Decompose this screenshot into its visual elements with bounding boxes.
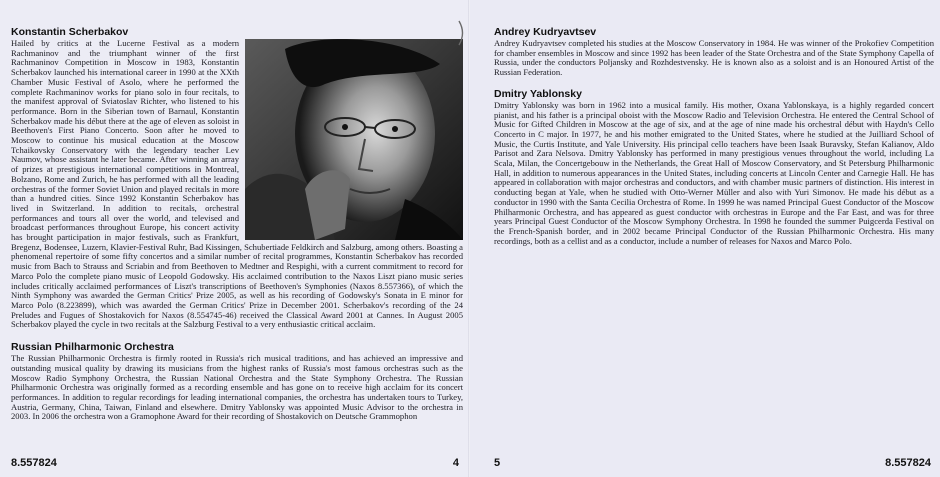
page-number-right: 5	[494, 457, 501, 469]
kudryavtsev-biography: Andrey Kudryavtsev completed his studies at the Moscow Conservatory in 1984. He was winner of the Prokofiev Competition for chamber ensembles in Moscow and since 1992 has been leader of the State Orchestra and of the State Symphony Capella of Russia, under the conductors Poljansky and Rozhdestvensky. He is known also as a soloist and is an Honoured Artist of the Russian Federation.	[494, 38, 934, 78]
catalogue-number-right: 8.557824	[885, 457, 931, 469]
catalogue-number-left: 8.557824	[11, 457, 57, 469]
scherbakov-biography: Hailed by critics at the Lucerne Festival as a modern Rachmaninov and the triumphant winner of the first Rachmaninov Competition in Moscow in 1983, Konstantin Scherbakov launched his international career in 1990 at the XXth Chamber Music Festival of Asolo, where he performed the complete Rachmaninov works for piano solo in four recitals, to the manifest approval of Sviatoslav Richter, who listened to his performance. Born in the Siberian town of Barnaul, Konstantin Scherbakov made his début there at the age of eleven as soloist in Beethoven's First Piano Concerto. Soon after he moved to Moscow to continue his musical education at the Moscow Tchaikovsky Conservatory with the legendary teacher Lev Naumov, whose assistant he later became. After winning an array of prizes at prestigious international competitions in Montreal, Bolzano, Rome and Zurich, he has performed with all the leading orchestras of the former Soviet Union and played recitals in more than a hundred cities. Since 1992 Konstantin Scherbakov has lived in Switzerland. In addition to recitals, orchestral performances and tours all over the world, and televised and broadcast performances throughout Europe, his concert activity has brought participation in major festivals, such as Frankfurt, Bregenz, Bodensee, Luzern, Klavier-Festival Ruhr, Bad Kissingen, Schubertiade Feldkirch and Salzburg, among others. Boasting a phenomenal repertoire of some fifty concertos and a similar number of recital programmes, Konstantin Scherbakov has recorded music from Bach to Strauss and Scriabin and from Beethoven to Medtner and Respighi, with a current commitment to record for Marco Polo the complete piano music of Leopold Godowsky. His acclaimed contribution to the Naxos Liszt piano music series includes critically acclaimed performances of Liszt's transcriptions of Beethoven's Symphonies (Naxos 8.557366), of which the Ninth Symphony was awarded the German Critics' Prize 2005, as well as his recording of Godowsky's Sonata in E minor for Marco Polo (8.223899), which was awarded the German Critics' Prize in December 2001. Scherbakov's recording of the 24 Preludes and Fugues of Shostakovich for Naxos (8.554745-46) received the Classical Award 2001 at Cannes. In August 2005 Scherbakov played the cycle in two recitals at the Salzburg Festival to a very enthusiastic critical acclaim.	[11, 38, 463, 330]
show-through-text	[6, 2, 9, 12]
scherbakov-heading: Konstantin Scherbakov	[11, 26, 129, 38]
yablonsky-biography: Dmitry Yablonsky was born in 1962 into a musical family. His mother, Oxana Yablonskaya, is a highly regarded concert pianist, and his father is a principal oboist with the Moscow Radio and Television Orchestra. He entered the Central School of Music for Gifted Children in Moscow at the age of six, and at the age of nine made his orchestral début with Haydn's Cello Concerto in C major. In 1977, he and his mother emigrated to the United States, where he studied at the Juilliard School of Music, the Curtis Institute, and Yale University. His principal cello teachers have been Isaak Buravsky, Stefan Kalianov, Aldo Parisot and Zara Nelsova. Dmitry Yablonsky has performed in many prestigious venues throughout the world, including La Scala, Milan, the Concertgebouw in the Netherlands, the Great Hall of Moscow Conservatory, and St Petersburg Philharmonic Hall, in addition to numerous appearances in the United States, including concerts at Lincoln Center and Carnegie Hall. He has appeared in collaboration with major orchestras and conductors, and with chamber music partners of distinction. His interest in conducting began at Yale, when he studied with Otto-Werner Müller and also with Yuri Simonov. He made his début as a conductor in 1990 with the Santa Cecilia Orchestra of Rome. In 1999 he was named Principal Guest Conductor of the Moscow Philharmonic Orchestra, and has appeared as guest conductor with orchestras in Europe and the Far East, and was for three years Principal Guest Conductor of the Moscow Symphony Orchestra. In 1998 he founded the summer Puigcerda Festival on the French-Spanish border, and in 2002 became Principal Conductor of the Russian Philharmonic Orchestra. His many recordings, both as a cellist and as a conductor, include a number of releases for Naxos and Marco Polo.	[494, 99, 934, 246]
left-text-column	[11, 26, 463, 422]
portrait-photo-icon	[245, 39, 463, 240]
right-page	[470, 0, 940, 477]
yablonsky-heading: Dmitry Yablonsky	[494, 87, 582, 100]
orchestra-biography: The Russian Philharmonic Orchestra is firmly rooted in Russia's rich musical traditions, and has achieved an impressive and outstanding musical quality by drawing its musicians from the highest ranks of Russia's most famous orchestras such as the Moscow Radio Symphony Orchestra, the Russian National Orchestra and the State Symphony Orchestra. The Russian Philharmonic Orchestra was originally formed as a recording ensemble and has gone on to receive high acclaim for its concert performances. In addition to regular recordings for leading international companies, the orchestra has undertaken tours to Turkey, Austria, Germany, China, Taiwan, Finland and elsewhere. Dmitry Yablonsky was appointed Music Advisor to the orchestra in 2003. In 2006 the orchestra won a Gramophone Award for their recording of Shostakovich on Deutsche Grammophon	[11, 353, 463, 422]
right-text-column	[494, 26, 934, 246]
kudryavtsev-heading: Andrey Kudryavtsev	[494, 26, 597, 38]
staple-top-icon	[456, 20, 468, 46]
page-number-left: 4	[452, 457, 459, 469]
orchestra-heading: Russian Philharmonic Orchestra	[11, 341, 174, 354]
scherbakov-portrait	[245, 39, 463, 240]
